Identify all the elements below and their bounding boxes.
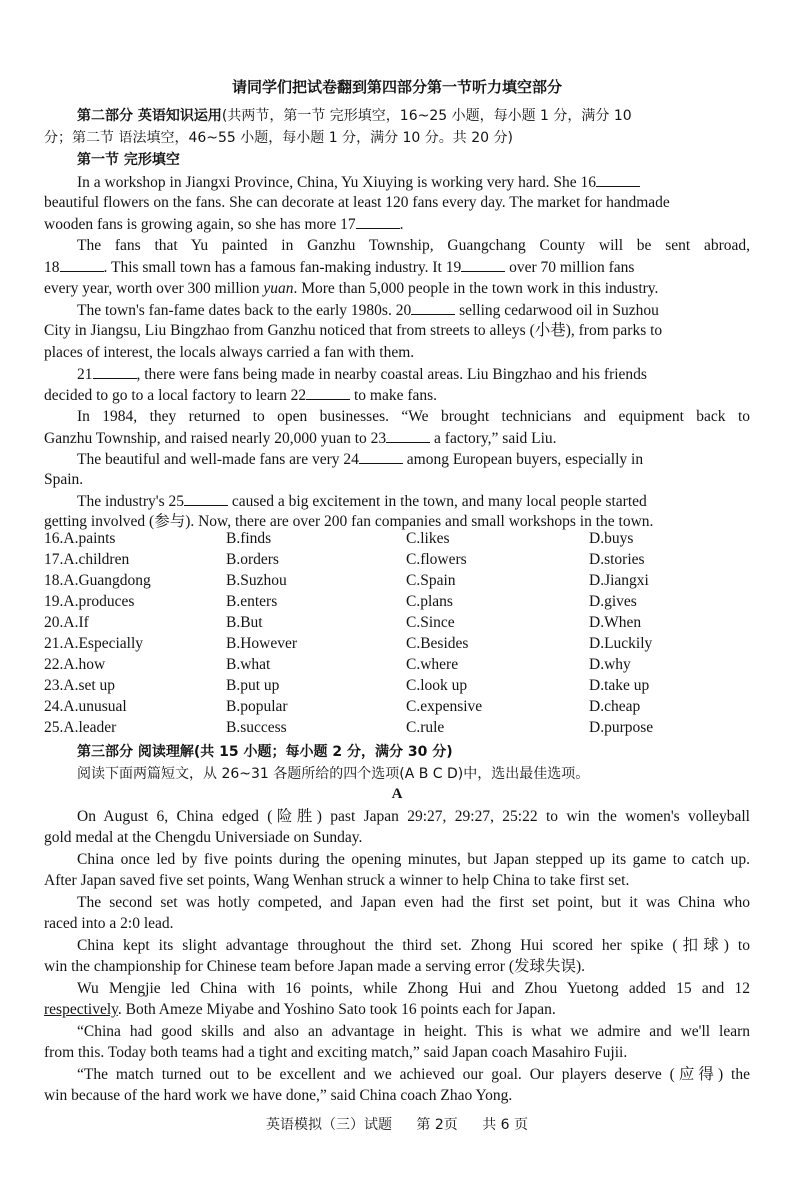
option-row: 16.A.paints B.finds C.likes D.buys <box>44 530 634 547</box>
footer-title: 英语模拟（三）试题 <box>265 1117 392 1133</box>
option-row: 22.A.how B.what C.where D.why <box>44 656 631 673</box>
passage-line: wooden fans is growing again, so she has more 17 . <box>44 216 404 233</box>
part2-desc-2: 分；第二节 语法填空，46~55 小题，每小题 1 分，满分 10 分。共 20 分) <box>44 130 513 146</box>
blank-19 <box>461 257 505 272</box>
part2-title: 第二部分 英语知识运用 <box>77 108 222 124</box>
passage-line: Ganzhu Township, and raised nearly 20,000 yuan to 23 a factory,” said Liu. <box>44 430 557 447</box>
article-line: Wu Mengjie led China with 16 points, while Zhong Hui and Zhou Yuetong added 15 and 12 <box>77 980 750 997</box>
blank-23 <box>386 428 430 443</box>
passage-line: getting involved (参与). Now, there are over 200 fan companies and small workshops in the town. <box>44 513 654 530</box>
passage-line: In a workshop in Jiangxi Province, China, Yu Xiuying is working very hard. She 16 <box>77 172 750 193</box>
part3-title: 第三部分 阅读理解(共 15 小题；每小题 2 分，满分 30 分) <box>77 744 453 760</box>
part2-title-line1 <box>44 106 750 126</box>
article-line: from this. Today both teams had a tight and exciting match,” said Japan coach Masahiro Fujii. <box>44 1044 628 1061</box>
option-row: 25.A.leader B.success C.rule D.purpose <box>44 719 654 736</box>
article-line: The second set was hotly competed, and Japan even had the first set point, but it was China who <box>77 894 750 911</box>
footer-total: 共 6 页 <box>482 1117 529 1133</box>
footer-page: 第 2页 <box>416 1117 458 1133</box>
section1-title: 第一节 完形填空 <box>77 152 180 168</box>
passage-line: In 1984, they returned to open businesses. “We brought technicians and equipment back to <box>77 408 750 425</box>
blank-16 <box>596 172 640 187</box>
article-line: respectively. Both Ameze Miyabe and Yoshino Sato took 16 points each for Japan. <box>44 1001 556 1018</box>
article-line: “The match turned out to be excellent and we achieved our goal. Our players deserve (应得) the <box>77 1066 750 1083</box>
article-line: win because of the hard work we have done,” said China coach Zhao Yong. <box>44 1087 513 1104</box>
passage-line: places of interest, the locals always carried a fan with them. <box>44 344 415 361</box>
passage-line: 18 . This small town has a famous fan-making industry. It 19 over 70 million fans <box>44 259 635 276</box>
page-footer <box>0 1114 794 1134</box>
part3-instruction: 阅读下面两篇短文，从 26~31 各题所给的四个选项(A B C D)中，选出最佳选项。 <box>77 766 590 782</box>
article-line: gold medal at the Chengdu Universiade on Sunday. <box>44 829 363 846</box>
options-table <box>44 530 750 740</box>
part2-desc-1: (共两节，第一节 完形填空，16~25 小题，每小题 1 分，满分 10 <box>221 108 632 124</box>
option-row: 18.A.Guangdong B.Suzhou C.Spain D.Jiangxi <box>44 572 649 589</box>
passage-line: decided to go to a local factory to learn 22 to make fans. <box>44 387 438 404</box>
passage-line: 21 , there were fans being made in nearby coastal areas. Liu Bingzhao and his friends <box>77 366 647 383</box>
passage-line: every year, worth over 300 million yuan. More than 5,000 people in the town work in this industry. <box>44 280 659 297</box>
passage-line: City in Jiangsu, Liu Bingzhao from Ganzhu noticed that from streets to alleys (小巷), from parks to <box>44 322 663 339</box>
blank-18 <box>60 257 104 272</box>
article-line: raced into a 2:0 lead. <box>44 915 174 932</box>
blank-24 <box>359 449 403 464</box>
passage-line: Spain. <box>44 471 84 488</box>
article-line: After Japan saved five set points, Wang Wenhan struck a winner to help China to take first set. <box>44 872 630 889</box>
listening-note: 请同学们把试卷翻到第四部分第一节听力填空部分 <box>231 78 562 96</box>
passage-line: beautiful flowers on the fans. She can decorate at least 120 fans every day. The market for handmade <box>44 194 670 211</box>
passage-line: The fans that Yu painted in Ganzhu Township, Guangchang County will be sent abroad, <box>77 237 750 254</box>
underlined-word: respectively <box>44 1001 118 1018</box>
option-row: 20.A.If B.But C.Since D.When <box>44 614 642 631</box>
option-row: 21.A.Especially B.However C.Besides D.Luckily <box>44 635 653 652</box>
article-line: win the championship for Chinese team before Japan made a serving error (发球失误). <box>44 958 586 975</box>
option-row: 24.A.unusual B.popular C.expensive D.cheap <box>44 698 641 715</box>
blank-25 <box>184 491 228 506</box>
blank-17 <box>356 214 400 229</box>
blank-21 <box>93 364 137 379</box>
article-line: “China had good skills and also an advantage in height. This is what we admire and we'll learn <box>77 1023 750 1040</box>
article-line: China kept its slight advantage throughout the third set. Zhong Hui scored her spike (扣球) to <box>77 937 750 954</box>
blank-22 <box>306 385 350 400</box>
option-row: 23.A.set up B.put up C.look up D.take up <box>44 677 650 694</box>
passage-line: The beautiful and well-made fans are very 24 among European buyers, especially in <box>77 451 644 468</box>
option-row: 17.A.children B.orders C.flowers D.stories <box>44 551 645 568</box>
section-a-heading: A <box>391 786 403 802</box>
passage-line: The industry's 25 caused a big excitement in the town, and many local people started <box>77 493 647 510</box>
blank-20 <box>411 300 455 315</box>
article-line: China once led by five points during the opening minutes, but Japan stepped up its game to catch up. <box>77 851 750 868</box>
article-line: On August 6, China edged (险胜) past Japan 29:27, 29:27, 25:22 to win the women's volleyball <box>77 808 750 825</box>
option-row: 19.A.produces B.enters C.plans D.gives <box>44 593 637 610</box>
passage-line: The town's fan-fame dates back to the early 1980s. 20 selling cedarwood oil in Suzhou <box>77 302 659 319</box>
